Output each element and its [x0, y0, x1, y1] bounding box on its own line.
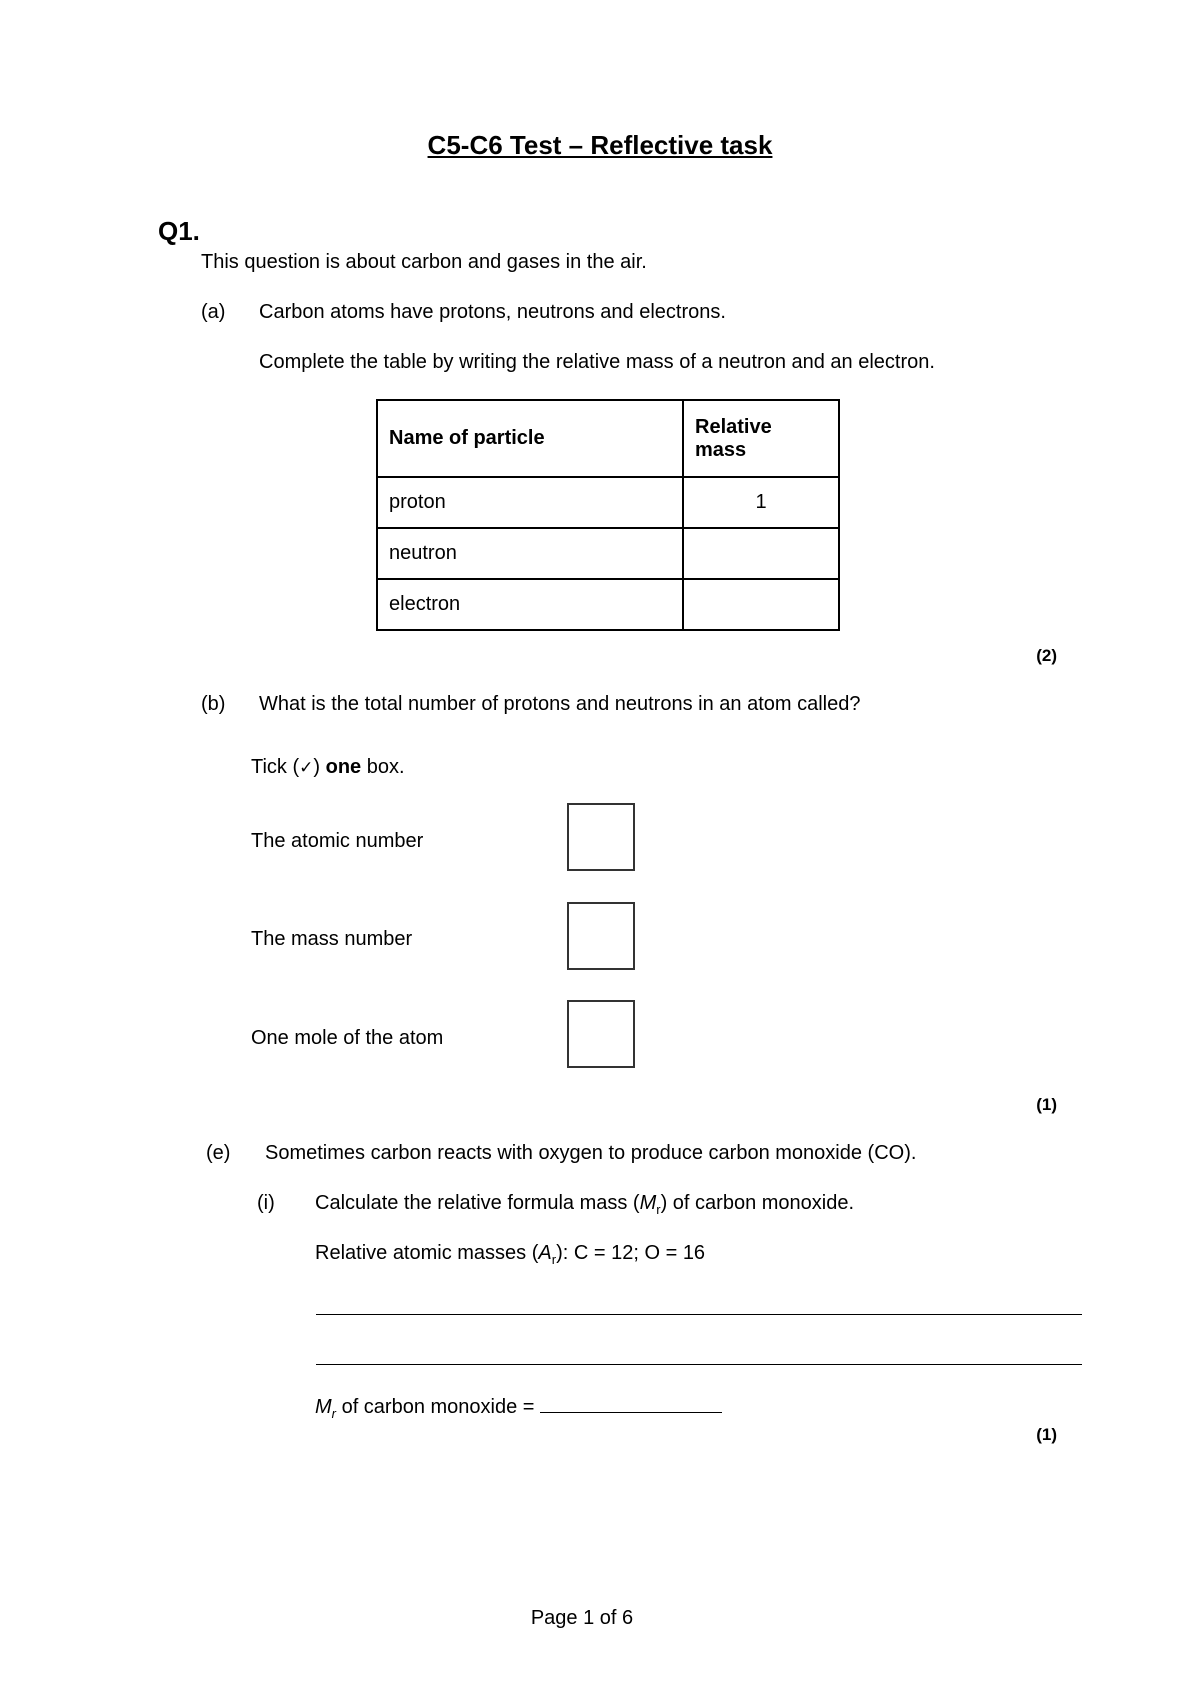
- table-header-name: Name of particle: [377, 400, 683, 477]
- check-icon: ✓: [299, 758, 314, 778]
- tick-instruction: [251, 756, 405, 779]
- particle-mass-answer-cell[interactable]: [683, 528, 839, 579]
- relative-atomic-masses: [315, 1242, 705, 1267]
- mr-answer-blank[interactable]: [540, 1392, 722, 1413]
- tick-mid: ): [313, 756, 326, 778]
- ar-symbol: A: [538, 1242, 552, 1264]
- part-e-marks: (1): [1036, 1425, 1057, 1444]
- particle-name: neutron: [377, 528, 683, 579]
- page-title: C5-C6 Test – Reflective task: [427, 130, 773, 160]
- particle-name: proton: [377, 477, 683, 528]
- mr-answer-subscript: r: [331, 1406, 337, 1421]
- table-header-mass-label: Relative mass: [695, 415, 772, 461]
- mr-symbol: M: [639, 1192, 657, 1214]
- text-after: ) of carbon monoxide.: [660, 1192, 855, 1214]
- part-a-label: (a): [201, 301, 226, 323]
- table-row: [377, 579, 839, 630]
- option-label: The mass number: [251, 928, 413, 950]
- masses-before: Relative atomic masses (: [315, 1242, 539, 1264]
- mr-subscript: r: [656, 1202, 661, 1217]
- option-label: One mole of the atom: [251, 1027, 444, 1049]
- ar-subscript: r: [551, 1252, 557, 1267]
- option-mass-number-checkbox[interactable]: [567, 902, 635, 970]
- part-e-label: (e): [206, 1142, 231, 1164]
- particle-name: electron: [377, 579, 683, 630]
- part-b-marks: (1): [1036, 1095, 1057, 1114]
- mr-answer-symbol: M: [315, 1396, 332, 1418]
- particle-mass-answer-cell[interactable]: [683, 579, 839, 630]
- part-a-text: Carbon atoms have protons, neutrons and electrons.: [259, 301, 726, 323]
- table-header-row: [377, 400, 839, 477]
- part-b-text: What is the total number of protons and neutrons in an atom called?: [259, 693, 861, 715]
- tick-bold-word: one: [325, 756, 362, 778]
- mr-answer-text: of carbon monoxide =: [336, 1396, 541, 1418]
- part-a-instruction: Complete the table by writing the relative mass of a neutron and an electron.: [259, 351, 935, 373]
- part-e-i-text: [315, 1192, 854, 1217]
- table-row: [377, 528, 839, 579]
- table-header-mass: [683, 400, 839, 477]
- tick-suffix: box.: [361, 756, 405, 778]
- option-one-mole-checkbox[interactable]: [567, 1000, 635, 1068]
- question-number: Q1.: [158, 216, 200, 246]
- part-b-label: (b): [201, 693, 226, 715]
- tick-prefix: Tick (: [251, 756, 300, 778]
- mr-answer-row: [315, 1392, 722, 1421]
- option-atomic-number-checkbox[interactable]: [567, 803, 635, 871]
- answer-line[interactable]: [316, 1364, 1082, 1365]
- part-e-text: Sometimes carbon reacts with oxygen to produce carbon monoxide (CO).: [265, 1142, 917, 1164]
- text-before: Calculate the relative formula mass (: [315, 1192, 640, 1214]
- question-intro: This question is about carbon and gases in the air.: [201, 251, 647, 273]
- masses-after: ): C = 12; O = 16: [556, 1242, 706, 1264]
- answer-line[interactable]: [316, 1314, 1082, 1315]
- table-row: [377, 477, 839, 528]
- page-footer: Page 1 of 6: [530, 1607, 634, 1629]
- particle-mass: 1: [683, 477, 839, 528]
- part-e-i-label: (i): [257, 1192, 275, 1214]
- part-a-marks: (2): [1036, 646, 1057, 665]
- particle-table: [376, 399, 840, 631]
- option-label: The atomic number: [251, 830, 424, 852]
